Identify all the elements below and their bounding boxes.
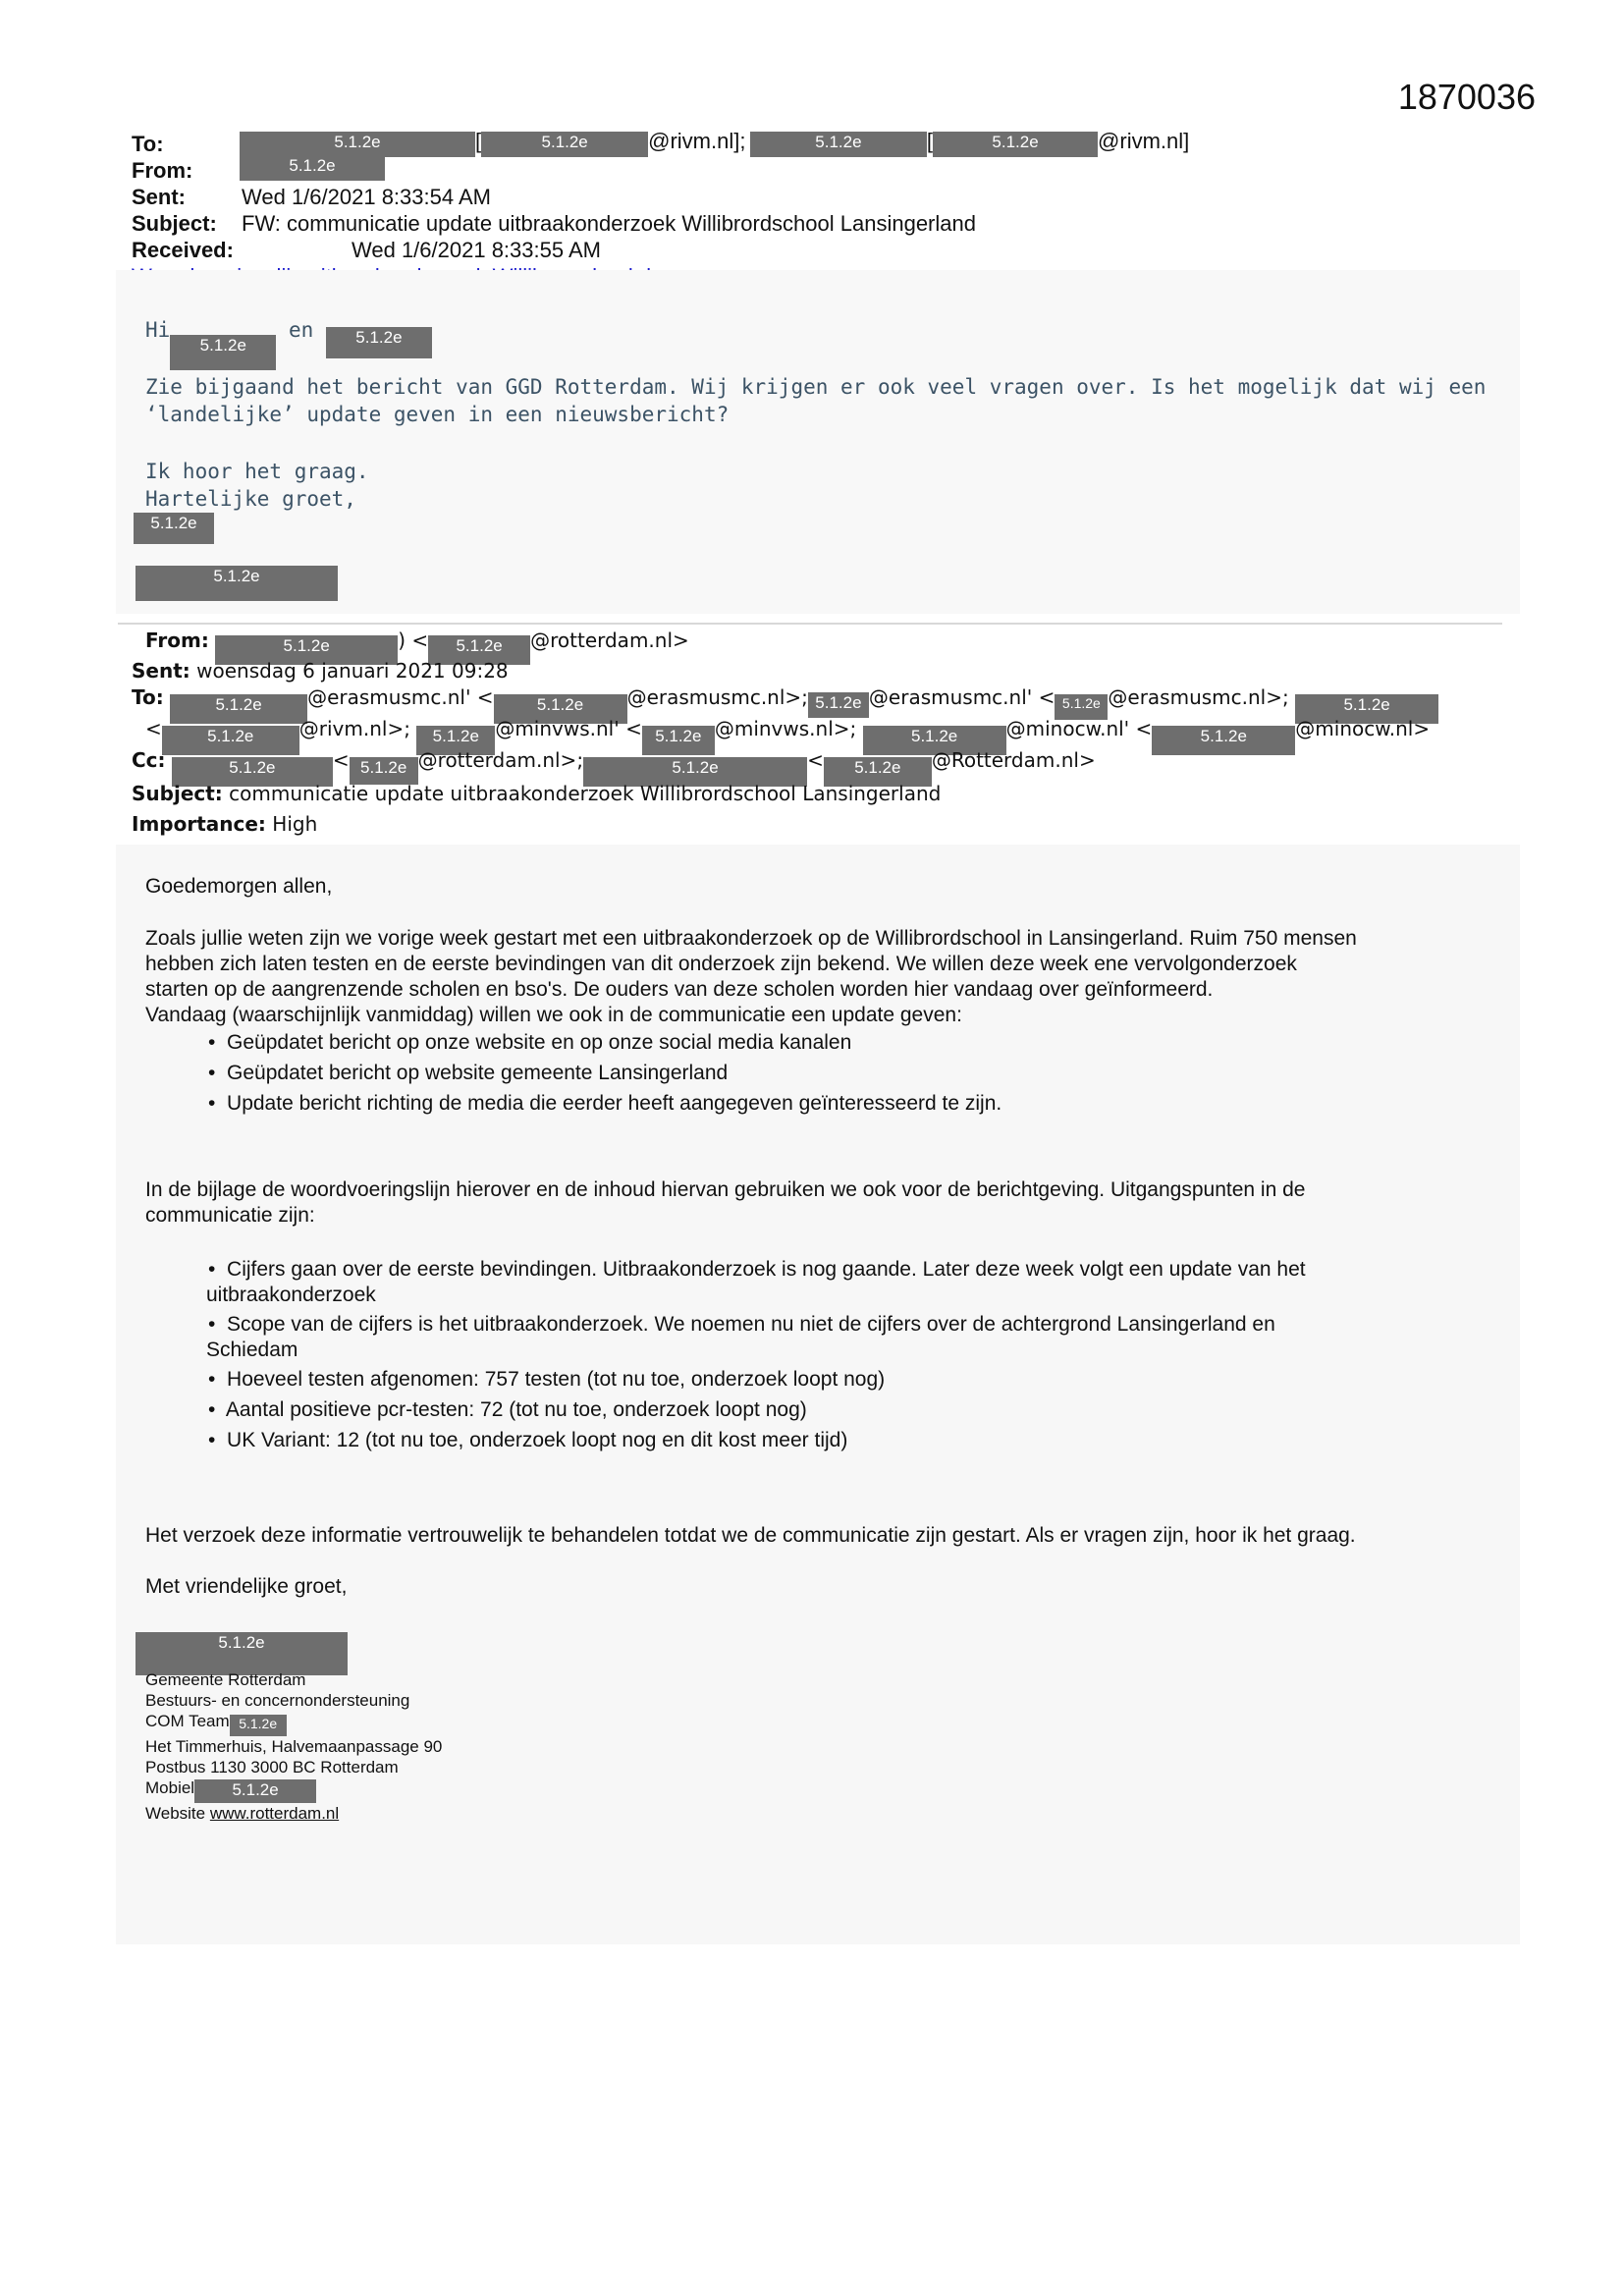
- signature-dept: Bestuurs- en concernondersteuning: [145, 1691, 410, 1710]
- address-part: @erasmusmc.nl>;: [1108, 685, 1289, 709]
- reply-greeting: [145, 318, 432, 370]
- signature-address: Postbus 1130 3000 BC Rotterdam: [145, 1758, 399, 1777]
- redaction-box: 5.1.2e: [416, 726, 495, 755]
- rivm-domain: @rivm.nl];: [648, 129, 746, 153]
- document-id: 1870036: [1397, 77, 1536, 117]
- rivm-domain: @rivm.nl]: [1098, 129, 1190, 153]
- list-item-text: Aantal positieve pcr-testen: 72 (tot nu toe, onderzoek loopt nog): [225, 1398, 807, 1421]
- paragraph-line: hebben zich laten testen en de eerste bevindingen van dit onderzoek zijn bekend. We willen deze week ene vervolgonderzoek: [145, 953, 1297, 975]
- redaction-box: 5.1.2e: [808, 692, 869, 718]
- body-paragraph-2: [145, 1177, 1305, 1229]
- website-label: Website: [145, 1804, 206, 1823]
- signature-team: [145, 1711, 442, 1736]
- subject-value: FW: communicatie update uitbraakonderzoek Willibrordschool Lansingerland: [242, 211, 976, 236]
- address-part: <: [145, 717, 162, 740]
- fwd-from-label: From:: [145, 629, 209, 652]
- address-part: @minvws.nl' <: [495, 717, 642, 740]
- address-part: @rotterdam.nl>;: [417, 748, 584, 772]
- fwd-sent-label: Sent:: [132, 659, 190, 683]
- to-recipients: [240, 129, 1189, 157]
- redaction-box: 5.1.2e: [170, 335, 276, 370]
- to-label: To:: [132, 132, 164, 156]
- list-item: • Hoeveel testen afgenomen: 757 testen (tot nu toe, onderzoek loopt nog): [208, 1368, 886, 1391]
- team-label: COM Team: [145, 1712, 230, 1730]
- list-item-continued: [206, 1283, 1306, 1308]
- address-part: @minocw.nl>: [1295, 717, 1431, 740]
- website-link[interactable]: www.rotterdam.nl: [209, 1804, 340, 1823]
- bullet-list-1: [208, 1030, 1001, 1117]
- redaction-box: 5.1.2e: [481, 132, 648, 157]
- redaction-box: 5.1.2e: [750, 132, 927, 157]
- sent-label: Sent:: [132, 185, 186, 209]
- reply-closing: [145, 458, 369, 513]
- redaction-box: 5.1.2e: [240, 155, 385, 181]
- received-label: Received:: [132, 238, 234, 262]
- list-item-text: Hoeveel testen afgenomen: 757 testen (tot nu toe, onderzoek loopt nog): [227, 1368, 886, 1391]
- address-part: @minvws.nl>;: [714, 717, 857, 740]
- redaction-box: 5.1.2e: [583, 757, 807, 787]
- list-item-text: Schiedam: [206, 1339, 298, 1361]
- fwd-sent-value: woensdag 6 januari 2021 09:28: [196, 659, 509, 683]
- address-part: @erasmusmc.nl' <: [307, 685, 494, 709]
- list-item-text: UK Variant: 12 (tot nu toe, onderzoek loopt nog en dit kost meer tijd): [227, 1429, 848, 1451]
- redaction-box: 5.1.2e: [824, 757, 932, 787]
- signature-address: Het Timmerhuis, Halvemaanpassage 90: [145, 1737, 443, 1756]
- list-item-text: Update bericht richting de media die eerder heeft aangegeven geïnteresseerd te zijn.: [227, 1092, 1002, 1115]
- fwd-to-label: To:: [132, 685, 164, 709]
- paragraph-line: Vandaag (waarschijnlijk vanmiddag) willen we ook in de communicatie een update geven:: [145, 1004, 962, 1026]
- redaction-box: 5.1.2e: [134, 513, 214, 544]
- body-closing: Met vriendelijke groet,: [145, 1575, 348, 1598]
- list-item: • Aantal positieve pcr-testen: 72 (tot nu toe, onderzoek loopt nog): [208, 1398, 807, 1421]
- hi-text: Hi: [145, 318, 171, 342]
- list-item-text: Scope van de cijfers is het uitbraakonderzoek. We noemen nu niet de cijfers over de achtergrond Lansingerland en: [227, 1313, 1275, 1336]
- redaction-box: 5.1.2e: [350, 757, 418, 785]
- address-part: @Rotterdam.nl>: [931, 748, 1096, 772]
- signature-mobile: [145, 1777, 442, 1803]
- reply-line: ‘landelijke’ update geven in een nieuwsbericht?: [145, 403, 730, 426]
- fwd-subject-label: Subject:: [132, 782, 223, 805]
- fwd-importance-row: [132, 812, 317, 836]
- bracket: [: [475, 129, 482, 153]
- reply-message: [145, 373, 1486, 428]
- fwd-subject-value: communicatie update uitbraakonderzoek Willibrordschool Lansingerland: [229, 782, 942, 805]
- bracket: [: [926, 129, 934, 153]
- bullet-list-2: [208, 1257, 1306, 1453]
- fwd-importance-label: Importance:: [132, 812, 266, 836]
- fwd-importance-value: High: [272, 812, 318, 836]
- signature-org: Gemeente Rotterdam: [145, 1670, 306, 1689]
- list-item: • Update bericht richting de media die eerder heeft aangegeven geïnteresseerd te zijn.: [208, 1092, 1002, 1115]
- redaction-box: 5.1.2e: [933, 132, 1098, 157]
- signature-block: [145, 1669, 442, 1824]
- sent-value: Wed 1/6/2021 8:33:54 AM: [242, 185, 491, 209]
- address-part: @erasmusmc.nl>;: [626, 685, 808, 709]
- reply-line: Ik hoor het graag.: [145, 460, 369, 483]
- address-part: <: [807, 748, 824, 772]
- redaction-box: 5.1.2e: [194, 1779, 316, 1803]
- list-item-text: Geüpdatet bericht op website gemeente Lansingerland: [227, 1062, 729, 1084]
- redaction-box: 5.1.2e: [1055, 694, 1108, 720]
- list-item: • Scope van de cijfers is het uitbraakonderzoek. We noemen nu niet de cijfers over de achtergrond Lansingerland en: [208, 1313, 1275, 1336]
- reply-signature-name: [134, 513, 214, 544]
- list-item: • Geüpdatet bericht op website gemeente Lansingerland: [208, 1062, 729, 1084]
- reply-line: Zie bijgaand het bericht van GGD Rotterdam. Wij krijgen er ook veel vragen over. Is het mogelijk dat wij een: [145, 375, 1487, 399]
- redaction-box: 5.1.2e: [326, 327, 432, 358]
- redaction-box: 5.1.2e: [240, 132, 475, 157]
- divider: [118, 623, 1502, 625]
- list-item: • Cijfers gaan over de eerste bevindingen. Uitbraakonderzoek is nog gaande. Later deze week volgt een update van het: [208, 1258, 1306, 1281]
- redaction-box: 5.1.2e: [172, 757, 333, 787]
- reply-line: Hartelijke groet,: [145, 487, 356, 511]
- paragraph-line: communicatie zijn:: [145, 1204, 315, 1227]
- redaction-box: 5.1.2e: [1295, 694, 1438, 724]
- body-paragraph-3: Het verzoek deze informatie vertrouwelijk te behandelen totdat we de communicatie zijn gestart. Als er vragen zijn, hoor ik het graag.: [145, 1524, 1356, 1547]
- paragraph-line: starten op de aangrenzende scholen en bso's. De ouders van deze scholen worden hier vandaag over geïnformeerd.: [145, 978, 1214, 1001]
- list-item-text: Geüpdatet bericht op onze website en op onze social media kanalen: [227, 1031, 852, 1054]
- list-item-text: uitbraakonderzoek: [206, 1284, 376, 1306]
- en-text: en: [288, 318, 314, 342]
- paragraph-line: Zoals jullie weten zijn we vorige week gestart met een uitbraakonderzoek op de Willibrordschool in Lansingerland. Ruim 750 mensen: [145, 927, 1357, 950]
- subject-label: Subject:: [132, 211, 217, 236]
- address-part: <: [332, 748, 350, 772]
- address-part: @rivm.nl>;: [298, 717, 410, 740]
- from-label: From:: [132, 158, 193, 183]
- redaction-box: 5.1.2e: [230, 1715, 287, 1736]
- paren: ) <: [398, 629, 429, 652]
- address-part: @minocw.nl' <: [1005, 717, 1153, 740]
- redaction-box: 5.1.2e: [162, 726, 299, 755]
- reply-signature-title: [135, 566, 338, 601]
- from-value: [240, 155, 385, 181]
- redaction-box: 5.1.2e: [642, 726, 715, 755]
- redaction-box: 5.1.2e: [428, 635, 530, 665]
- fwd-cc-label: Cc:: [132, 748, 166, 772]
- redaction-box: 5.1.2e: [863, 726, 1006, 755]
- redaction-box: 5.1.2e: [135, 1632, 348, 1675]
- fwd-subject-row: [132, 782, 941, 805]
- list-item-text: Cijfers gaan over de eerste bevindingen. Uitbraakonderzoek is nog gaande. Later deze week volgt een update van het: [227, 1258, 1306, 1281]
- list-item: • Geüpdatet bericht op onze website en op onze social media kanalen: [208, 1031, 852, 1054]
- redaction-box: 5.1.2e: [215, 635, 398, 665]
- redaction-box: 5.1.2e: [135, 566, 338, 601]
- list-item: • UK Variant: 12 (tot nu toe, onderzoek loopt nog en dit kost meer tijd): [208, 1429, 848, 1451]
- redaction-box: 5.1.2e: [1152, 726, 1295, 755]
- signature-website: [145, 1803, 442, 1824]
- fwd-from-domain: @rotterdam.nl>: [530, 629, 689, 652]
- redaction-box: 5.1.2e: [494, 694, 627, 724]
- paragraph-line: In de bijlage de woordvoeringslijn hierover en de inhoud hiervan gebruiken we ook voor de berichtgeving. Uitgangspunten in de: [145, 1178, 1306, 1201]
- redaction-box: 5.1.2e: [170, 694, 307, 724]
- body-paragraph-1: [145, 926, 1500, 1028]
- body-greeting: Goedemorgen allen,: [145, 875, 333, 898]
- received-value: Wed 1/6/2021 8:33:55 AM: [352, 238, 601, 262]
- mobile-label: Mobiel: [145, 1778, 195, 1797]
- list-item-continued: [206, 1338, 1306, 1363]
- fwd-sent-row: [132, 659, 509, 683]
- address-part: @erasmusmc.nl' <: [868, 685, 1056, 709]
